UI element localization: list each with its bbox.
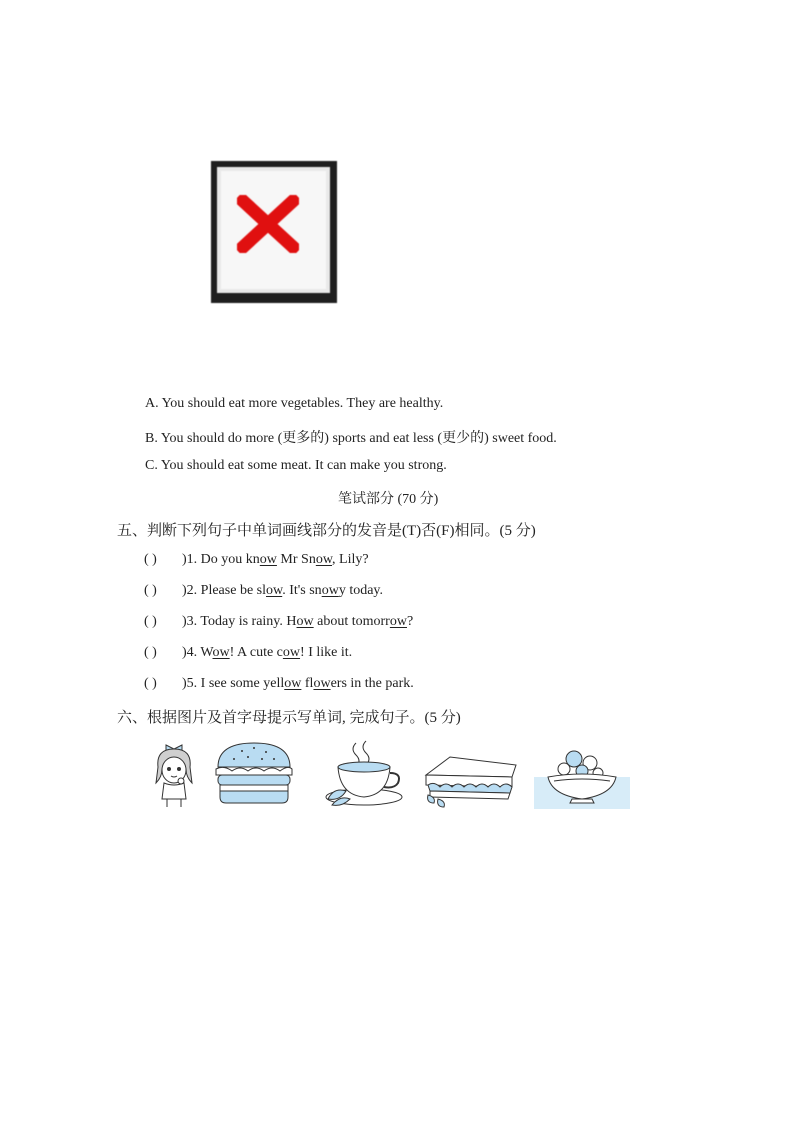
- option-c: C. You should eat some meat. It can make you strong.: [145, 458, 447, 473]
- question-2: )2. Please be slow. It's snowy today.: [182, 583, 384, 598]
- option-a: A. You should eat more vegetables. They are healthy.: [145, 396, 444, 411]
- girl-icon: [150, 737, 198, 809]
- section-6-title: 六、根据图片及首字母提示写单词, 完成句子。(5 分): [117, 710, 461, 726]
- broken-image-placeholder: [211, 161, 337, 303]
- sandwich-icon: [420, 737, 520, 809]
- question-4: )4. Wow! A cute cow! I like it.: [182, 645, 353, 660]
- broken-image-x-icon: [237, 195, 299, 253]
- question-3: )3. Today is rainy. How about tomorrow?: [182, 614, 414, 629]
- section-5-title: 五、判断下列句子中单词画线部分的发音是(T)否(F)相同。(5 分): [117, 523, 536, 539]
- answer-blank-1[interactable]: ( ): [144, 552, 157, 567]
- answer-blank-2[interactable]: ( ): [144, 583, 157, 598]
- answer-blank-5[interactable]: ( ): [144, 676, 157, 691]
- written-part-header: 笔试部分 (70 分): [338, 492, 439, 507]
- salad-bowl-icon: [534, 737, 630, 809]
- question-1: )1. Do you know Mr Snow, Lily?: [182, 552, 369, 567]
- answer-blank-3[interactable]: ( ): [144, 614, 157, 629]
- tea-cup-icon: [322, 737, 406, 809]
- question-5: )5. I see some yellow flowers in the park.: [182, 676, 414, 691]
- hamburger-icon: [212, 737, 296, 809]
- option-b: B. You should do more (更多的) sports and eat less (更少的) sweet food.: [145, 431, 557, 446]
- answer-blank-4[interactable]: ( ): [144, 645, 157, 660]
